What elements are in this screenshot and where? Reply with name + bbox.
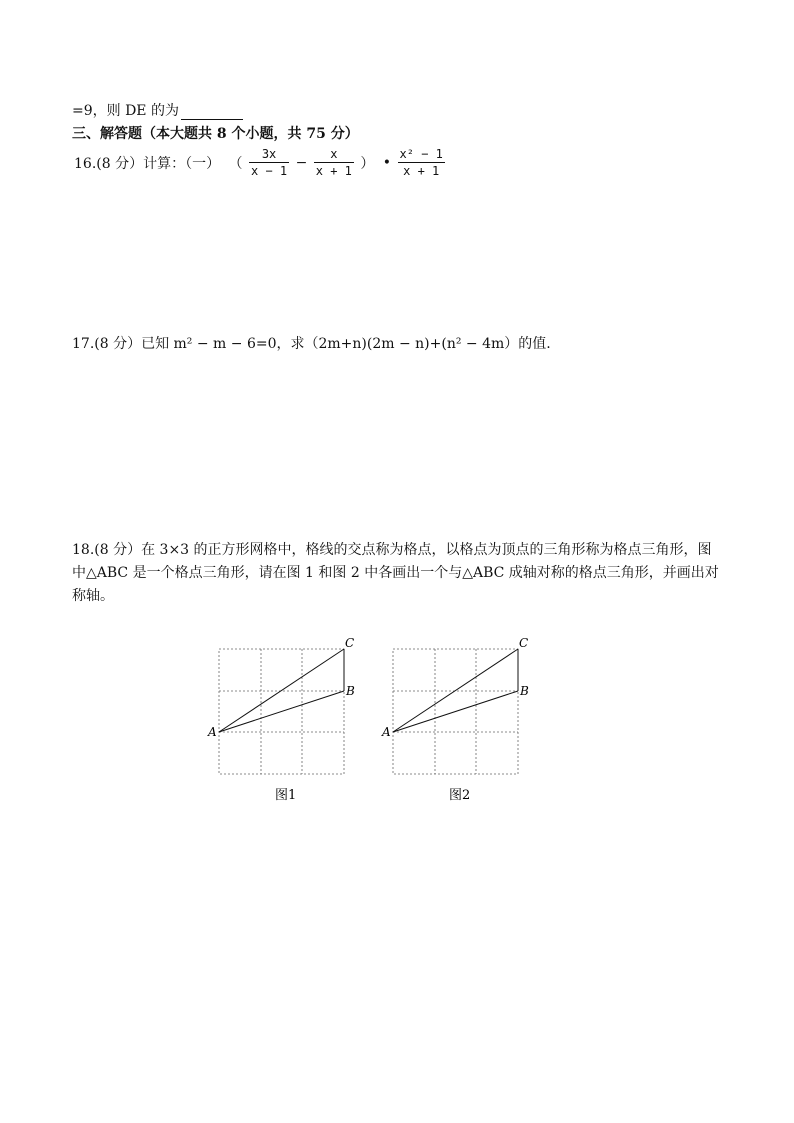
figure-1-side-ac bbox=[219, 649, 344, 732]
q16-frac1-denominator: x − 1 bbox=[251, 164, 288, 178]
figure-1-label-a: A bbox=[208, 725, 217, 739]
figure-2-label-a: A bbox=[382, 725, 391, 739]
q16-dot: • bbox=[382, 154, 392, 171]
figure-2-caption: 图2 bbox=[449, 788, 471, 803]
figure-1-label-c: C bbox=[345, 636, 355, 650]
question-18: 18.(8 分）在 3×3 的正方形网格中，格线的交点称为格点，以格点为顶点的三角形称为格点三角形，图中△ABC 是一个格点三角形，请在图 1 和图 2 中各画出一个与△ABC 成轴对称的格点三角形，并画出对称轴。 bbox=[72, 542, 719, 604]
figure-1-label-b: B bbox=[346, 684, 355, 698]
figure-1-caption: 图1 bbox=[275, 788, 297, 803]
q16-fraction-2 bbox=[314, 146, 354, 179]
answer-blank[interactable] bbox=[181, 105, 243, 120]
q16-frac3-numerator: x² − 1 bbox=[399, 147, 443, 161]
section-heading: 三、解答题（本大题共 8 个小题，共 75 分） bbox=[72, 126, 359, 142]
q16-close-paren: ） bbox=[360, 155, 375, 172]
figure-2-label-b: B bbox=[520, 684, 529, 698]
q16-frac1-numerator: 3x bbox=[249, 146, 289, 163]
figure-2-side-ac bbox=[393, 649, 518, 732]
question-16 bbox=[72, 146, 445, 188]
q16-frac2-denominator: x + 1 bbox=[315, 164, 352, 178]
previous-question-tail bbox=[72, 100, 243, 120]
figure-1-side-ab bbox=[219, 691, 344, 732]
q16-fraction-1 bbox=[249, 146, 289, 179]
q16-fraction-3 bbox=[398, 146, 445, 179]
q16-open-paren: （ bbox=[228, 155, 243, 172]
question-17: 17.(8 分）已知 m² − m − 6=0，求（2m+n)(2m − n)+(n² − 4m）的值. bbox=[72, 336, 551, 352]
figure-2-triangle bbox=[393, 649, 518, 732]
figure-2-side-ab bbox=[393, 691, 518, 732]
q16-prefix: 16.(8 分）计算：（一） bbox=[74, 155, 221, 172]
figure-2 bbox=[381, 636, 529, 803]
figure-2-label-c: C bbox=[519, 636, 529, 650]
figure-1-triangle bbox=[219, 649, 344, 732]
figure-1 bbox=[207, 636, 355, 803]
previous-question-text: =9，则 DE 的为 bbox=[72, 103, 179, 119]
grid-figures bbox=[200, 633, 540, 813]
q16-frac2-numerator: x bbox=[314, 146, 354, 163]
q16-frac3-denominator: x + 1 bbox=[403, 164, 440, 178]
q16-minus: − bbox=[295, 154, 308, 171]
